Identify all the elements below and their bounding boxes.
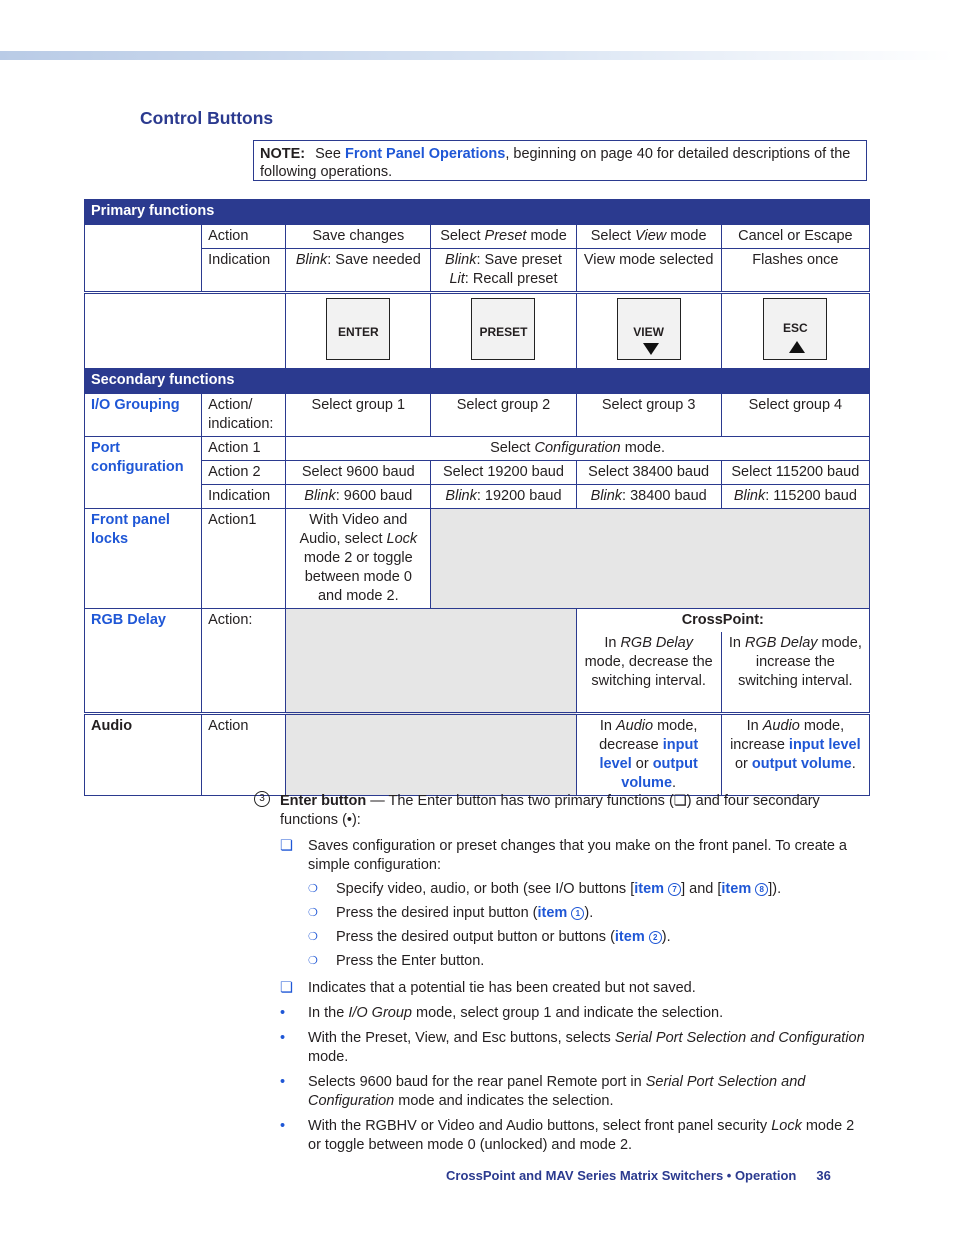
enter-description [280, 792, 870, 1155]
step-2: ❍ Press the desired input button (item 1 ). [308, 905, 594, 921]
indication-enter: Blink: Save needed [286, 249, 431, 293]
dot-bullet-icon: • [280, 1118, 286, 1134]
primary-item-1: ❏ Saves configuration or preset changes that you make on the front panel. To create a simple configuration: [280, 838, 847, 873]
port-action1-label: Action 1 [202, 437, 286, 461]
action-preset: Select Preset mode [431, 225, 576, 249]
indication-esc: Flashes once [721, 249, 869, 293]
audio-sub: Action [202, 714, 286, 796]
dot-bullet-icon: • [280, 1030, 286, 1046]
secondary-header: Secondary functions [85, 369, 870, 394]
esc-button-cell [721, 293, 869, 369]
control-buttons-table [84, 199, 870, 796]
primary-header: Primary functions [85, 200, 870, 225]
baud-19200: Select 19200 baud [431, 461, 576, 485]
note-link[interactable]: Front Panel Operations [344, 146, 506, 162]
step-1: ❍ Specify video, audio, or both (see I/O buttons [item 7 ] and [item 8 ]). [308, 881, 782, 897]
up-arrow-icon [789, 341, 805, 353]
rgb-gray-area [286, 609, 576, 714]
down-arrow-icon [643, 343, 659, 355]
port-indication-label: Indication [202, 485, 286, 509]
port-config-label: Port configuration [85, 437, 202, 509]
rgb-delay-label: RGB Delay [85, 609, 202, 714]
enter-button[interactable]: ENTER [326, 298, 390, 360]
indication-label: Indication [202, 249, 286, 293]
secondary-item-4: • With the RGBHV or Video and Audio buttons, select front panel security Lock mode 2 or toggle between mode 0 (unlocked) and mode 2. [280, 1118, 855, 1153]
page-footer [446, 1168, 831, 1183]
audio-decrease: In Audio mode, decrease input level or output volume. [576, 714, 721, 796]
indication-view: View mode selected [576, 249, 721, 293]
action-esc: Cancel or Escape [721, 225, 869, 249]
circle-bullet-icon: ❍ [308, 931, 318, 943]
view-button[interactable]: VIEW [617, 298, 681, 360]
button-row-blank [85, 293, 286, 369]
baud-115200: Select 115200 baud [721, 461, 869, 485]
baud-38400: Select 38400 baud [576, 461, 721, 485]
page-number: 36 [816, 1168, 831, 1183]
io-group-4: Select group 4 [721, 394, 869, 437]
blink-19200: Blink: 19200 baud [431, 485, 576, 509]
rgb-delay-sub: Action: [202, 609, 286, 714]
circle-bullet-icon: ❍ [308, 907, 318, 919]
rgb-decrease: In RGB Delay mode, decrease the switching interval. [576, 632, 721, 714]
header-bar [0, 51, 954, 60]
indication-preset: Blink: Save preset Lit: Recall preset [431, 249, 576, 293]
audio-label: Audio [85, 714, 202, 796]
port-action2-label: Action 2 [202, 461, 286, 485]
preset-button[interactable]: PRESET [471, 298, 535, 360]
rgb-increase: In RGB Delay mode, increase the switching interval. [721, 632, 869, 714]
baud-9600: Select 9600 baud [286, 461, 431, 485]
io-group-1: Select group 1 [286, 394, 431, 437]
view-button-cell [576, 293, 721, 369]
primary-blank [85, 225, 202, 249]
section-title: Control Buttons [140, 108, 274, 128]
locks-gray-area [431, 509, 870, 609]
front-panel-locks-value: With Video and Audio, select Lock mode 2 or toggle between mode 0 and mode 2. [286, 509, 431, 609]
preset-button-cell [431, 293, 576, 369]
note-box [253, 140, 867, 181]
footer-text: CrossPoint and MAV Series Matrix Switchers • Operation [446, 1168, 797, 1183]
secondary-item-1: • In the I/O Group mode, select group 1 and indicate the selection. [280, 1005, 724, 1021]
primary-blank-2 [85, 249, 202, 293]
secondary-item-3: • Selects 9600 baud for the rear panel Remote port in Serial Port Selection and Configuration mode and indicates the selection. [280, 1074, 806, 1109]
note-pre: See [315, 146, 341, 162]
audio-increase: In Audio mode, increase input level or output volume. [721, 714, 869, 796]
crosspoint-label: CrossPoint: [576, 609, 869, 633]
item-number-3: 3 [254, 791, 270, 807]
esc-button[interactable]: ESC [763, 298, 827, 360]
audio-gray-area [286, 714, 576, 796]
circle-bullet-icon: ❍ [308, 883, 318, 895]
io-grouping-label: I/O Grouping [85, 394, 202, 437]
enter-intro: Enter button — The Enter button has two primary functions (❏) and four secondary functions (•): [280, 793, 820, 828]
dot-bullet-icon: • [280, 1074, 286, 1090]
note-label: NOTE: [260, 146, 306, 162]
circle-bullet-icon: ❍ [308, 955, 318, 967]
primary-item-2: ❏ Indicates that a potential tie has been created but not saved. [280, 980, 696, 996]
checkbox-bullet-icon: ❏ [280, 838, 293, 854]
action-view: Select View mode [576, 225, 721, 249]
note-post: , beginning on page 40 for detailed descriptions of the following operations. [260, 146, 851, 180]
enter-button-cell [286, 293, 431, 369]
blink-9600: Blink: 9600 baud [286, 485, 431, 509]
action-label: Action [202, 225, 286, 249]
front-panel-locks-label: Front panel locks [85, 509, 202, 609]
blink-38400: Blink: 38400 baud [576, 485, 721, 509]
blink-115200: Blink: 115200 baud [721, 485, 869, 509]
io-group-2: Select group 2 [431, 394, 576, 437]
dot-bullet-icon: • [280, 1005, 286, 1021]
port-action1-value: Select Configuration mode. [286, 437, 870, 461]
checkbox-bullet-icon: ❏ [280, 980, 293, 996]
step-4: ❍ Press the Enter button. [308, 953, 485, 969]
io-grouping-sub: Action/ indication: [202, 394, 286, 437]
io-group-3: Select group 3 [576, 394, 721, 437]
front-panel-locks-sub: Action1 [202, 509, 286, 609]
action-enter: Save changes [286, 225, 431, 249]
secondary-item-2: • With the Preset, View, and Esc buttons, selects Serial Port Selection and Configuration mode. [280, 1030, 865, 1065]
step-3: ❍ Press the desired output button or buttons (item 2 ). [308, 929, 671, 945]
